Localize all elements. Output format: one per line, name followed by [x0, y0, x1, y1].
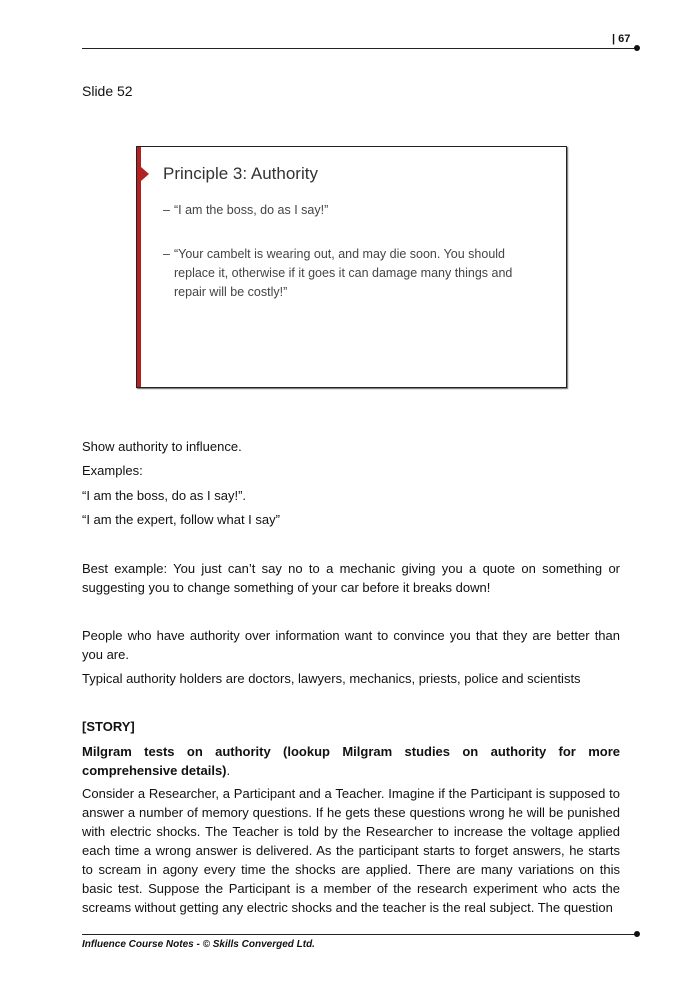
slide-bullet [163, 201, 534, 220]
milgram-heading [82, 742, 620, 780]
authority-holders-paragraph: Typical authority holders are doctors, lawyers, mechanics, priests, police and scientists [82, 671, 581, 686]
footer-rule-dot [634, 931, 640, 937]
header-rule [82, 48, 637, 49]
slide-label: Slide 52 [82, 83, 133, 99]
intro-text: Show authority to influence. [82, 439, 242, 454]
bullet-text: “Your cambelt is wearing out, and may die soon. You should replace it, otherwise if it goes it can damage many things and repair will be costly!” [174, 247, 513, 299]
best-example-paragraph: Best example: You just can’t say no to a mechanic giving you a quote on something or suggesting you to change something of your car before it breaks down! [82, 561, 620, 595]
story-paragraph: Consider a Researcher, a Participant and a Teacher. Imagine if the Participant is supposed to answer a number of memory questions. If he gets these questions wrong he will be punished with electric shocks. The Teacher is told by the Researcher to increase the voltage applied each time a wrong answer is delivered. As the participant starts to forget answers, he starts to scream in agony every time the shocks are applied. There are many variations on this basic test. Suppose the Participant is a member of the research experiment who acts the screams without getting any electric shocks and the teacher is the real subject. The question [82, 786, 620, 915]
footer-rule [82, 934, 637, 935]
authority-paragraph: People who have authority over information want to convince you that they are better than you are. [82, 628, 620, 662]
slide-accent-bar [137, 147, 141, 387]
bullet-dash: – [163, 247, 170, 261]
bullet-dash: – [163, 203, 170, 217]
example-quote: “I am the boss, do as I say!”. [82, 488, 247, 503]
slide-title-marker [141, 167, 149, 181]
story-label: [STORY] [82, 719, 135, 734]
slide-image [136, 146, 567, 388]
bullet-text: “I am the boss, do as I say!” [174, 203, 329, 217]
page-number: | 67 [612, 33, 631, 45]
slide-bullet [163, 245, 534, 302]
examples-label: Examples: [82, 463, 143, 478]
slide-title: Principle 3: Authority [163, 164, 318, 183]
example-quote: “I am the expert, follow what I say” [82, 512, 280, 527]
footer-text: Influence Course Notes - © Skills Converged Ltd. [82, 939, 315, 950]
milgram-heading-text: Milgram tests on authority (lookup Milgram studies on authority for more comprehensive details) [82, 744, 620, 778]
header-rule-dot [634, 45, 640, 51]
milgram-heading-period: . [226, 763, 231, 778]
